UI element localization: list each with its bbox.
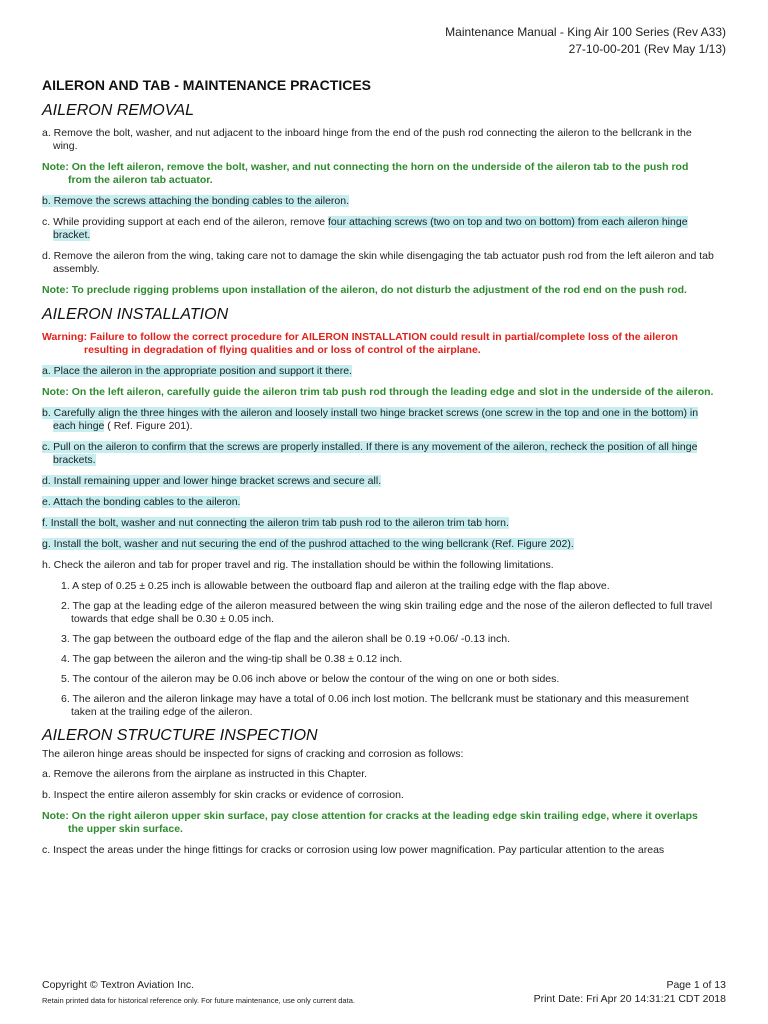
page-title: AILERON AND TAB - MAINTENANCE PRACTICES bbox=[42, 77, 371, 93]
highlight: e. Attach the bonding cables to the aileron. bbox=[42, 496, 241, 508]
highlight: d. Install remaining upper and lower hinge bracket screws and secure all. bbox=[42, 475, 382, 487]
limitation-item: 4. The gap between the aileron and the wing-tip shall be 0.38 ± 0.12 inch. bbox=[61, 653, 403, 665]
manual-title: Maintenance Manual - King Air 100 Series (Rev A33) bbox=[445, 25, 726, 39]
footer-right bbox=[534, 978, 726, 1006]
installation-step-b-ref: ( Ref. Figure 201). bbox=[104, 420, 193, 432]
inspection-step-b: b. Inspect the entire aileron assembly for skin cracks or evidence of corrosion. bbox=[42, 789, 404, 801]
section-title-inspection: AILERON STRUCTURE INSPECTION bbox=[42, 727, 318, 744]
document-header bbox=[445, 24, 726, 58]
installation-step-f bbox=[42, 517, 714, 530]
installation-step-g bbox=[42, 538, 714, 551]
installation-step-b bbox=[42, 407, 714, 433]
installation-step-c bbox=[42, 441, 714, 467]
print-date: Print Date: Fri Apr 20 14:31:21 CDT 2018 bbox=[533, 993, 726, 1005]
section-title-removal: AILERON REMOVAL bbox=[42, 102, 195, 119]
limitation-item: 3. The gap between the outboard edge of the flap and the aileron shall be 0.19 +0.06/ -0.13 inch. bbox=[61, 633, 511, 645]
removal-note-2: Note: To preclude rigging problems upon installation of the aileron, do not disturb the adjustment of the rod end on the push rod. bbox=[42, 284, 687, 296]
page-number: Page 1 of 13 bbox=[666, 979, 726, 991]
highlight: f. Install the bolt, washer and nut connecting the aileron trim tab push rod to the aileron trim tab horn. bbox=[42, 517, 509, 529]
highlight: a. Place the aileron in the appropriate position and support it there. bbox=[42, 365, 352, 377]
highlight: b. Remove the screws attaching the bonding cables to the aileron. bbox=[42, 195, 350, 207]
manual-revision: 27-10-00-201 (Rev May 1/13) bbox=[568, 42, 726, 56]
removal-note-1: Note: On the left aileron, remove the bolt, washer, and nut connecting the horn on the underside of the aileron tab to the push rod from the aileron tab actuator. bbox=[42, 161, 689, 186]
limitation-item: 2. The gap at the leading edge of the aileron measured between the wing skin trailing edge and the nose of the aileron deflected to full travel towards that edge shall be 0.30 ± 0.05 inch. bbox=[61, 600, 713, 625]
copyright-text: Copyright © Textron Aviation Inc. bbox=[42, 979, 195, 991]
highlight: four attaching screws (two on top and two on bottom) from each aileron hinge bracket. bbox=[53, 216, 688, 241]
inspection-step-c: c. Inspect the areas under the hinge fittings for cracks or corrosion using low power magnification. Pay particular attention to the areas bbox=[42, 844, 665, 856]
section-title-installation: AILERON INSTALLATION bbox=[42, 306, 229, 323]
removal-step-a: a. Remove the bolt, washer, and nut adjacent to the inboard hinge from the end of the push rod connecting the aileron to the bellcrank in the wing. bbox=[42, 127, 692, 152]
installation-warning: Warning: Failure to follow the correct procedure for AILERON INSTALLATION could result in partial/complete loss of the aileron resulting in degradation of flying qualities and or loss of control of the airplane. bbox=[42, 331, 678, 356]
removal-step-b bbox=[42, 195, 714, 208]
installation-step-e bbox=[42, 496, 714, 509]
highlight: c. Pull on the aileron to confirm that the screws are properly installed. If there is any movement of the aileron, recheck the position of all hinge brackets. bbox=[42, 441, 698, 466]
installation-note: Note: On the left aileron, carefully guide the aileron trim tab push rod through the leading edge and slot in the underside of the aileron. bbox=[42, 386, 714, 398]
installation-step-a bbox=[42, 365, 714, 378]
inspection-step-a: a. Remove the ailerons from the airplane as instructed in this Chapter. bbox=[42, 768, 368, 780]
removal-step-c bbox=[42, 216, 714, 242]
highlight: g. Install the bolt, washer and nut securing the end of the pushrod attached to the wing bellcrank (Ref. Figure 202). bbox=[42, 538, 574, 550]
removal-step-d: d. Remove the aileron from the wing, taking care not to damage the skin while disengaging the tab actuator push rod from the left aileron and tab assembly. bbox=[42, 250, 714, 275]
installation-step-h: h. Check the aileron and tab for proper travel and rig. The installation should be within the following limitations. bbox=[42, 559, 554, 571]
retain-notice: Retain printed data for historical reference only. For future maintenance, use only current data. bbox=[42, 996, 355, 1005]
document-body bbox=[42, 76, 714, 865]
limitation-item: 1. A step of 0.25 ± 0.25 inch is allowable between the outboard flap and aileron at the trailing edge with the flap above. bbox=[61, 580, 610, 592]
installation-step-d bbox=[42, 475, 714, 488]
inspection-note: Note: On the right aileron upper skin surface, pay close attention for cracks at the leading edge skin trailing edge, where it overlaps the upper skin surface. bbox=[42, 810, 698, 835]
limitation-item: 5. The contour of the aileron may be 0.06 inch above or below the contour of the wing on one or both sides. bbox=[61, 673, 560, 685]
removal-step-c-text: c. While providing support at each end of the aileron, remove bbox=[42, 216, 328, 228]
limitation-item: 6. The aileron and the aileron linkage may have a total of 0.06 inch lost motion. The bellcrank must be stationary and this measurement taken at the trailing edge of the aileron. bbox=[61, 693, 689, 718]
inspection-intro: The aileron hinge areas should be inspected for signs of cracking and corrosion as follows: bbox=[42, 748, 464, 760]
footer-left bbox=[42, 978, 355, 1008]
highlight: b. Carefully align the three hinges with the aileron and loosely install two hinge bracket screws (one screw in the top and one in the bottom) in each hinge bbox=[42, 407, 699, 432]
